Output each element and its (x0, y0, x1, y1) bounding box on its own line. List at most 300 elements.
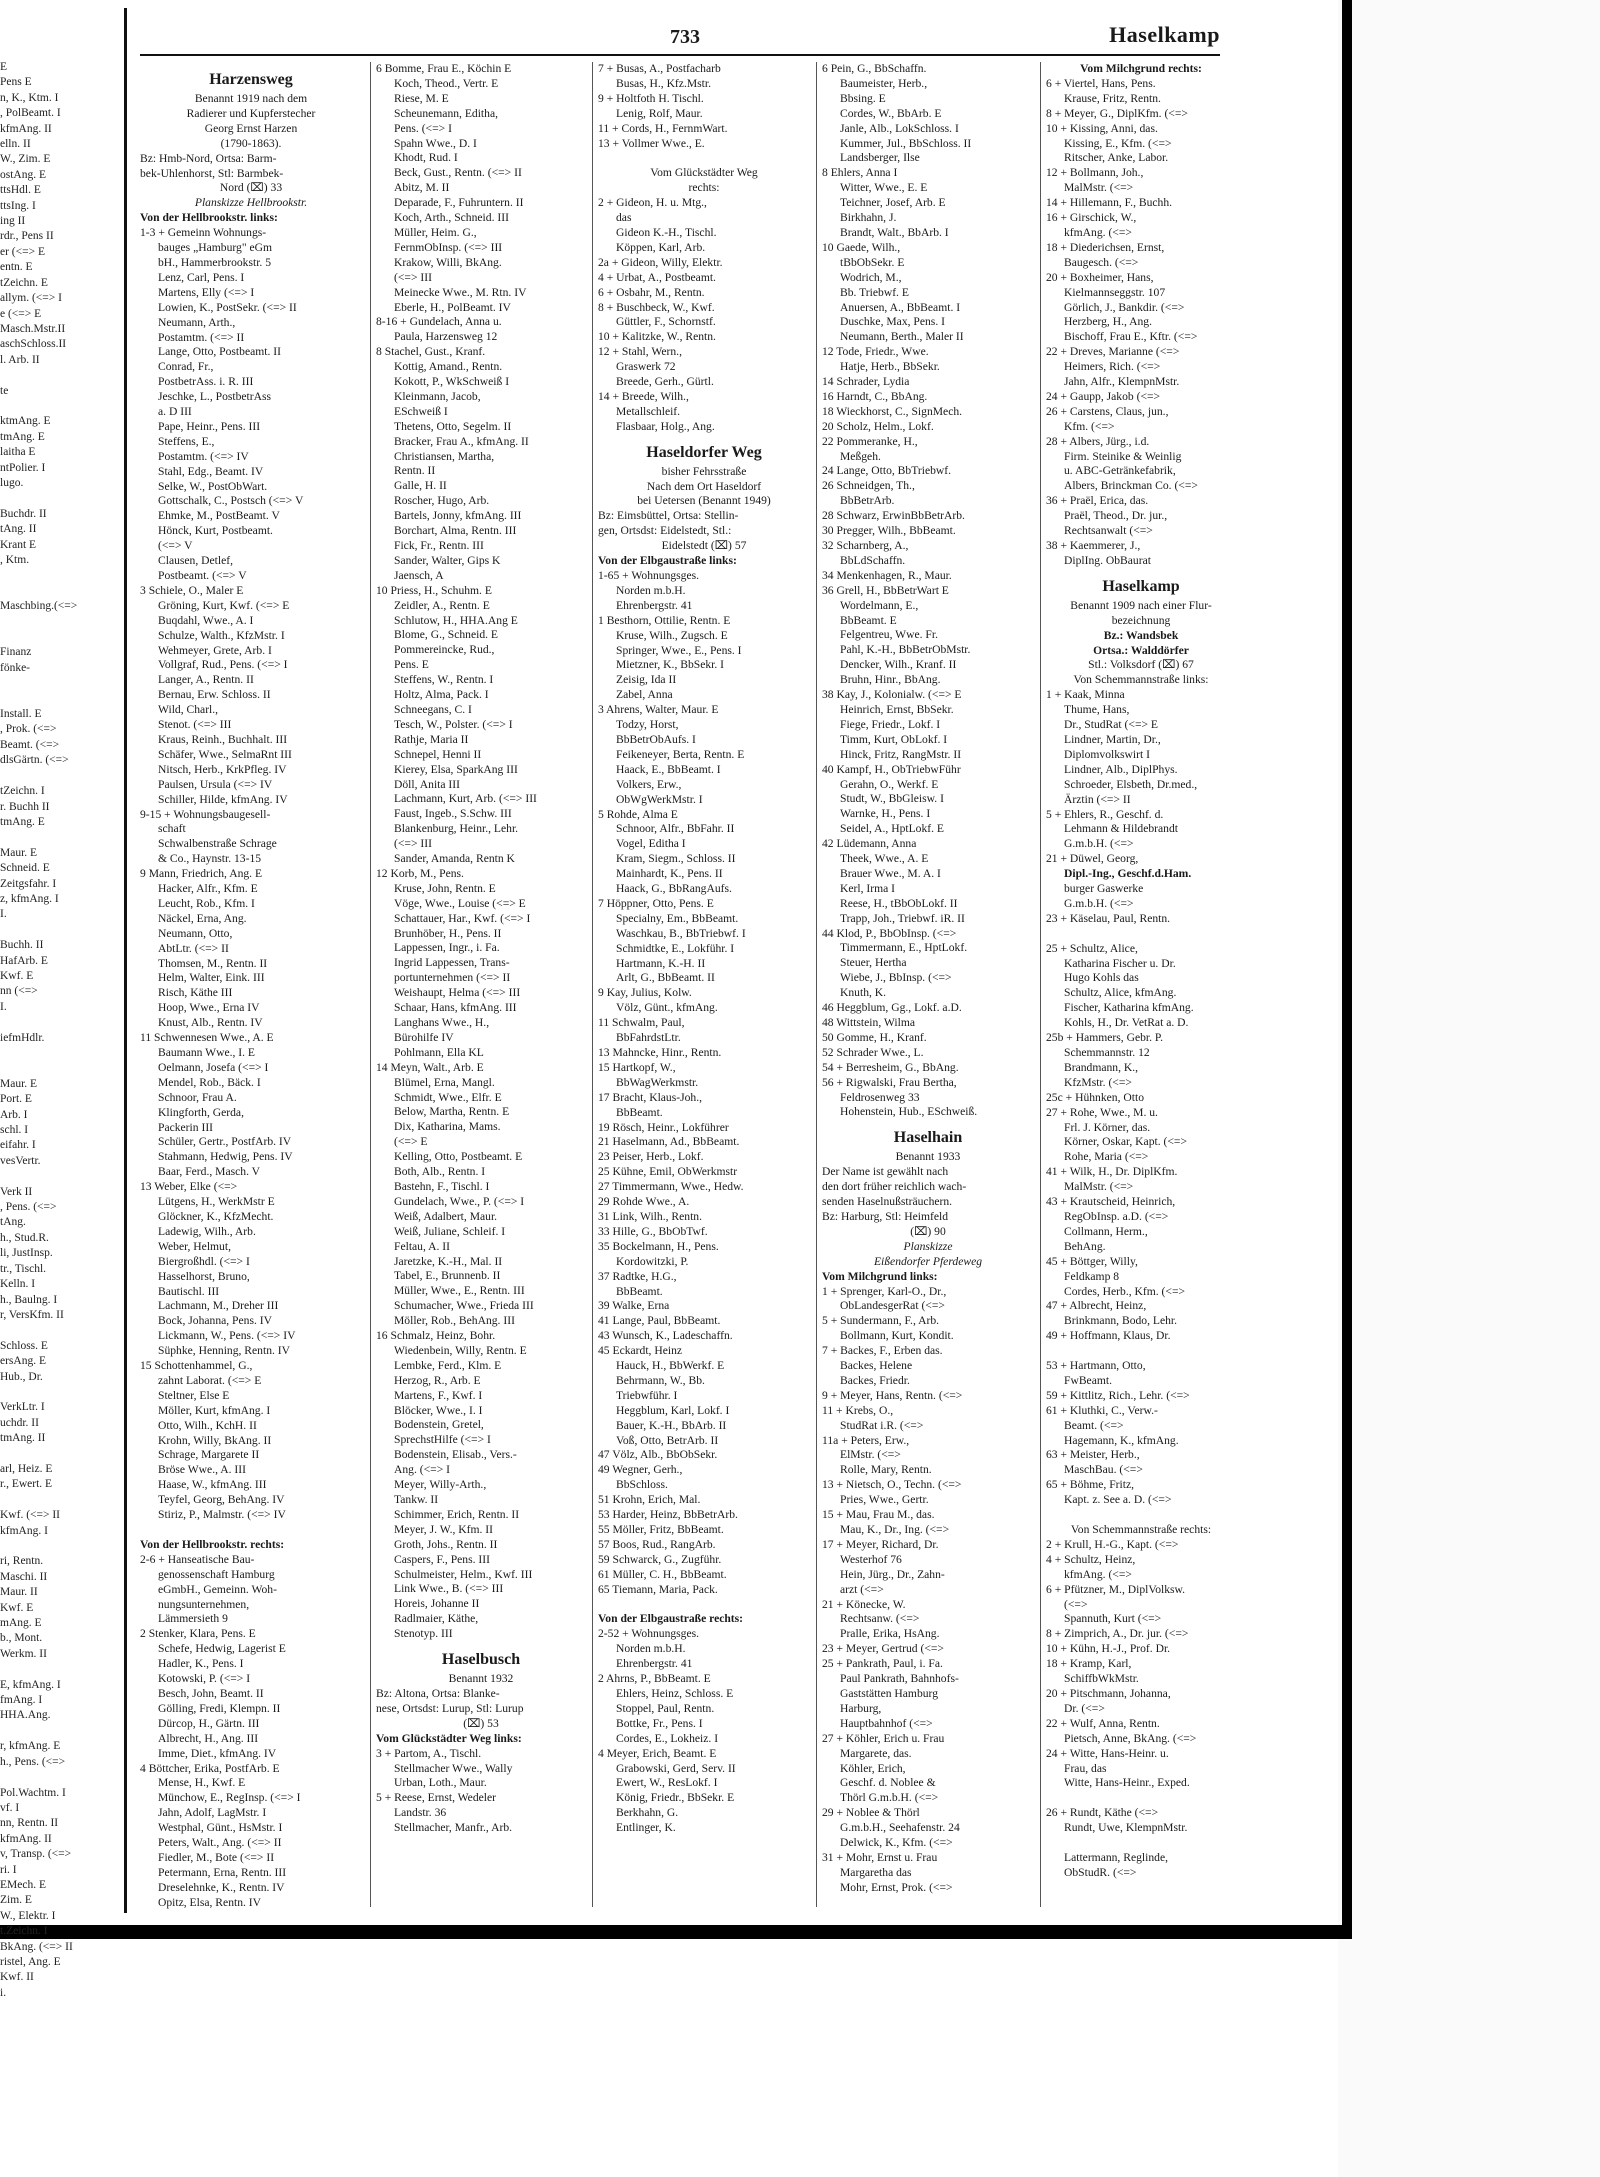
directory-entry-line: Ehrenbergstr. 41 (616, 1657, 693, 1671)
directory-entry-line: Voß, Otto, BetrArb. II (616, 1433, 719, 1447)
directory-entry-line: (1790-1863). (220, 136, 282, 150)
strip-line: Arb. I (0, 1108, 28, 1121)
page-number: 733 (670, 26, 700, 48)
directory-entry-line: Jaensch, A (394, 568, 444, 582)
directory-entry-line: Lembke, Ferd., Klm. E (394, 1358, 502, 1372)
strip-line: mAng. E (0, 1617, 42, 1630)
directory-entry-line: 51 Krohn, Erich, Mal. (598, 1493, 701, 1507)
directory-entry-line: Radierer und Kupferstecher (186, 106, 316, 120)
directory-entry-line: Lehmann & Hildebrandt (1064, 822, 1178, 836)
directory-entry-line: Schmidt, Wwe., Elfr. E (394, 1090, 502, 1104)
directory-entry-line: Benannt 1909 nach einer Flur- (1070, 598, 1212, 612)
directory-entry-line: Thörl G.m.b.H. (<=> (840, 1791, 939, 1805)
directory-entry-line: Radlmaier, Käthe, (394, 1612, 479, 1626)
directory-entry-line: 40 Kampf, H., ObTriebwFühr (822, 762, 961, 776)
strip-line: Kwf. II (0, 1971, 34, 1984)
directory-entry-line: Rechtsanwalt (<=> (1064, 524, 1153, 538)
directory-entry-line: Ladewig, Wilh., Arb. (158, 1224, 256, 1238)
strip-line: r, VersKfm. II (0, 1308, 64, 1321)
directory-entry-line: Dr., StudRat (<=> E (1064, 718, 1159, 732)
directory-entry-line: Gideon K.-H., Tischl. (616, 225, 717, 239)
page-header (140, 20, 1220, 56)
directory-entry-line: Gerahn, O., Werkf. E (840, 777, 939, 791)
directory-entry-line: Lachmann, M., Dreher III (158, 1299, 279, 1313)
directory-entry-line: Norden m.b.H. (616, 1642, 686, 1656)
directory-entry-line: Bodenstein, Elisab., Vers.- (394, 1448, 517, 1462)
directory-entry-line: Wodrich, M., (840, 270, 902, 284)
directory-entry-line: 3 Ahrens, Walter, Maur. E (598, 703, 719, 717)
directory-entry-line: Kelling, Otto, Postbeamt. E (394, 1150, 523, 1164)
directory-entry-line: Vöge, Wwe., Louise (<=> E (394, 896, 526, 910)
directory-entry-line: Martens, Elly (<=> I (158, 285, 255, 299)
strip-line: tr., Tischl. (0, 1262, 47, 1275)
directory-entry-line: 22 + Dreves, Marianne (<=> (1046, 345, 1180, 359)
directory-entry-line: Lenig, Rolf, Maur. (616, 106, 703, 120)
directory-entry-line: Jaretzke, K.-H., Mal. II (394, 1254, 503, 1268)
directory-entry-line: 8 Stachel, Gust., Kranf. (376, 345, 486, 359)
strip-line (0, 1770, 118, 1785)
street-heading: Haselhain (893, 1129, 963, 1147)
directory-entry-line: Hasselhorst, Bruno, (158, 1269, 250, 1283)
directory-entry-line: Schnepel, Henni II (394, 747, 482, 761)
strip-line: fönke- (0, 661, 31, 674)
directory-entry-line: 49 Wegner, Gerh., (598, 1463, 683, 1477)
directory-entry-line: Kissing, E., Kfm. (<=> (1064, 136, 1172, 150)
strip-line (0, 1724, 118, 1739)
directory-entry-line: (<=> E (394, 1135, 428, 1149)
directory-entry-line: 24 + Gaupp, Jakob (<=> (1046, 389, 1161, 403)
directory-entry-line: 9-15 + Wohnungsbaugesell- (140, 807, 271, 821)
directory-entry-line: Lütgens, H., WerkMstr E (158, 1195, 275, 1209)
directory-entry-line: nese, Ortsdst: Lurup, Stl: Lurup (376, 1701, 524, 1715)
directory-entry-line: 12 Korb, M., Pens. (376, 866, 464, 880)
directory-entry-line: Lowien, K., PostSekr. (<=> II (158, 300, 297, 314)
directory-entry-line: Gölling, Fredi, Klempn. II (158, 1701, 281, 1715)
directory-entry-line: Selke, W., PostObWart. (158, 479, 268, 493)
strip-line: ntPolier. I (0, 461, 46, 474)
directory-entry-line: Baugesch. (<=> (1064, 255, 1139, 269)
strip-line: Maur. II (0, 1586, 38, 1599)
directory-entry-line: Stoppel, Paul, Rentn. (616, 1701, 715, 1715)
directory-entry-line: Kottig, Amand., Rentn. (394, 360, 503, 374)
directory-entry-line: bei Uetersen (Benannt 1949) (637, 494, 771, 508)
directory-entry-line: Martens, F., Kwf. I (394, 1388, 483, 1402)
directory-entry-line: 49 + Hoffmann, Klaus, Dr. (1046, 1329, 1171, 1343)
directory-entry-line: Albers, Brinckman Co. (<=> (1064, 479, 1198, 493)
directory-entry-line: Fiedler, M., Bote (<=> II (158, 1850, 275, 1864)
directory-entry-line: Tankw. II (394, 1493, 439, 1506)
directory-entry-line: Janle, Alb., LokSchloss. I (840, 121, 959, 135)
directory-entry-line: 24 + Witte, Hans-Heinr. u. (1046, 1746, 1169, 1760)
directory-entry-line: Kraus, Reinh., Buchhalt. III (158, 732, 288, 746)
directory-entry-line: Gröning, Kurt, Kwf. (<=> E (158, 598, 290, 612)
directory-entry-line: burger Gaswerke (1064, 882, 1144, 896)
directory-entry-line: Koch, Theod., Vertr. E (394, 76, 499, 90)
strip-line: Kwf. E (0, 1601, 34, 1614)
directory-entry-line (1046, 1836, 1236, 1851)
directory-entry-line: Lappessen, Ingr., i. Fa. (394, 941, 500, 955)
directory-entry-line: Pens. (<=> I (394, 121, 452, 135)
strip-line (0, 769, 118, 784)
directory-entry-line: 26 + Carstens, Claus, jun., (1046, 404, 1169, 418)
directory-entry-line: 45 Eckardt, Heinz (598, 1344, 683, 1358)
strip-line: kfmAng. II (0, 1832, 52, 1845)
directory-entry-line: Benannt 1932 (448, 1672, 514, 1686)
running-head: Haselkamp (1109, 22, 1220, 47)
strip-line: EMech. E (0, 1878, 46, 1891)
directory-entry-line: Bz: Altona, Ortsa: Blanke- (376, 1686, 500, 1700)
directory-entry-line: Cordes, E., Lokheiz. I (616, 1731, 719, 1745)
directory-entry-line: Vollgraf, Rud., Pens. (<=> I (158, 658, 288, 672)
directory-entry-line: 6 Pein, G., BbSchaffn. (822, 62, 927, 75)
directory-entry-line: (<=> V (158, 539, 193, 553)
directory-entry-line: Näckel, Erna, Ang. (158, 911, 247, 925)
directory-entry-line: Bbsing. E (840, 91, 886, 105)
strip-line: tZeichn. E (0, 276, 48, 289)
directory-entry-line: Meyer, Willy-Arth., (394, 1478, 487, 1492)
directory-entry-line: 1-3 + Gemeinn Wohnungs- (140, 226, 267, 240)
directory-entry-line: 26 + Rundt, Käthe (<=> (1046, 1806, 1159, 1820)
directory-entry-line: Mense, H., Kwf. E (158, 1776, 246, 1790)
directory-entry-line: Bb. Triebwf. E (840, 285, 909, 299)
directory-entry-line: Paulsen, Ursula (<=> IV (158, 777, 273, 791)
directory-entry-line: 5 + Reese, Ernst, Wedeler (376, 1791, 497, 1805)
directory-entry-line: Bollmann, Kurt, Kondit. (840, 1329, 954, 1343)
directory-entry-line: G.m.b.H. (<=> (1064, 896, 1134, 910)
directory-entry-line: 11a + Peters, Erw., (822, 1433, 910, 1447)
directory-entry-line: Köppen, Karl, Arb. (616, 240, 706, 254)
directory-entry-line: Vogel, Editha I (616, 837, 686, 851)
strip-line: Finanz (0, 646, 32, 659)
directory-entry-line: Schumacher, Wwe., Frieda III (394, 1299, 534, 1313)
strip-line (0, 676, 118, 691)
directory-entry-line: Schefe, Hedwig, Lagerist E (158, 1642, 286, 1656)
directory-entry-line: 20 + Pitschmann, Johanna, (1046, 1686, 1171, 1700)
directory-entry-line: AbtLtr. (<=> II (158, 941, 229, 955)
strip-line (0, 1539, 118, 1554)
directory-entry-line: Urban, Loth., Maur. (394, 1776, 487, 1790)
directory-entry-line: 18 + Kramp, Karl, (1046, 1657, 1132, 1671)
directory-entry-line: Praël, Theod., Dr. jur., (1064, 509, 1168, 523)
street-heading: Harzensweg (209, 71, 293, 88)
directory-entry-line: ObStudR. (<=> (1064, 1865, 1137, 1879)
column-divider (592, 62, 593, 1907)
directory-entry-line: 16 Schmalz, Heinz, Bohr. (376, 1329, 496, 1343)
column-divider (816, 62, 817, 1907)
directory-entry-line: Bracker, Frau A., kfmAng. II (394, 434, 529, 448)
directory-entry-line: portunternehmen (<=> II (394, 971, 511, 985)
directory-entry-line: Vom Milchgrund rechts: (1080, 62, 1202, 75)
directory-entry-line: Langer, A., Rentn. II (158, 673, 254, 687)
directory-column-4 (822, 62, 1034, 1912)
strip-line: Kwf. E (0, 969, 34, 982)
directory-entry-line (598, 1598, 810, 1613)
directory-entry-line: bek-Uhlenhorst, Stl: Barmbek- (140, 166, 284, 180)
strip-line: BkAng. (<=> II (0, 1940, 73, 1953)
strip-line (0, 568, 118, 583)
directory-entry-line: Margaretha das (840, 1865, 912, 1879)
directory-entry-line: 59 Schwarck, G., Zugführ. (598, 1552, 722, 1566)
directory-entry-line: 34 Menkenhagen, R., Maur. (822, 568, 952, 582)
directory-entry-line: (<=> III (394, 837, 432, 851)
column-divider (1040, 62, 1041, 1907)
directory-entry-line: Nitsch, Herb., KrkPfleg. IV (158, 762, 287, 776)
directory-entry-line: Paul Pankrath, Bahnhofs- (840, 1672, 959, 1686)
directory-entry-line: DiplIng. ObBaurat (1064, 553, 1151, 567)
directory-entry-line: Imme, Diet., kfmAng. IV (158, 1746, 277, 1760)
directory-entry-line: 2 + Krull, H.-G., Kapt. (<=> (1046, 1537, 1179, 1551)
directory-entry-line: Gaststätten Hamburg (840, 1686, 938, 1700)
directory-entry-line (1046, 1791, 1236, 1806)
directory-entry-line: 25 + Schultz, Alice, (1046, 941, 1138, 955)
directory-entry-line: Müller, Heim. G., (394, 225, 477, 239)
directory-entry-line: Kerl, Irma I (840, 881, 896, 895)
directory-entry-line: Nord (⌧) 33 (219, 181, 283, 195)
directory-entry-line: Knuth, K. (840, 986, 887, 1000)
directory-entry-line: Schnoor, Frau A. (158, 1090, 237, 1104)
directory-entry-line: das (616, 211, 632, 225)
directory-entry-line: Dreselehnke, K., Rentn. IV (158, 1880, 285, 1894)
directory-entry-line: Jeschke, L., PostbetrAss (158, 390, 272, 404)
directory-entry-line: Planskizze Hellbrookstr. (194, 196, 308, 210)
directory-entry-line: Baar, Ferd., Masch. V (158, 1165, 261, 1179)
directory-entry-line: 36 Grell, H., BbBetrWart E (822, 583, 949, 597)
directory-entry-line: Paula, Harzensweg 12 (394, 330, 498, 344)
directory-entry-line: Bz: Harburg, Stl: Heimfeld (822, 1209, 949, 1223)
directory-entry-line: 15 + Mau, Frau M., das. (822, 1508, 935, 1522)
directory-entry-line: Teyfel, Georg, BehAng. IV (158, 1493, 285, 1507)
strip-line: E (0, 61, 8, 73)
directory-entry-line: Biergroßhdl. (<=> I (158, 1254, 250, 1268)
directory-entry-line: 5 Rohde, Alma E (598, 807, 678, 821)
directory-entry-line: Steltner, Else E (158, 1388, 230, 1402)
directory-entry-line: Bodenstein, Gretel, (394, 1418, 484, 1432)
strip-line: l. Arb. II (0, 353, 40, 366)
strip-line: nn (<=> (0, 985, 38, 998)
directory-entry-line: Conrad, Fr., (158, 360, 214, 374)
directory-entry-line: Bauer, K.-H., BbArb. II (616, 1418, 727, 1432)
directory-entry-line: 1 + Kaak, Minna (1046, 688, 1125, 702)
directory-entry-line: 23 Peiser, Herb., Lokf. (598, 1150, 704, 1164)
directory-entry-line: Tabel, E., Brunnenb. II (394, 1269, 501, 1283)
directory-entry-line: Stellmacher, Manfr., Arb. (394, 1821, 513, 1835)
directory-entry-line: Von der Elbgaustraße links: (598, 554, 737, 568)
directory-entry-line: (<=> III (394, 270, 432, 284)
directory-entry-line: Pralle, Erika, HsAng. (840, 1627, 940, 1641)
strip-line: ristel, Ang. E (0, 1955, 61, 1968)
directory-entry-line: 11 + Krebs, O., (822, 1403, 894, 1417)
strip-line: Verk II (0, 1185, 33, 1198)
directory-entry-line: Breede, Gerh., Gürtl. (616, 375, 714, 389)
directory-entry-line: Scheunemann, Editha, (394, 106, 498, 120)
directory-entry-line: 21 Haselmann, Ad., BbBeamt. (598, 1135, 740, 1149)
directory-entry-line: bezeichnung (1111, 613, 1171, 627)
directory-entry-line: MalMstr. (<=> (1064, 181, 1134, 195)
directory-entry-line: Kohls, H., Dr. VetRat a. D. (1064, 1016, 1189, 1030)
directory-entry-line: a. D III (158, 405, 192, 419)
directory-entry-line: BbBetrObAufs. I (616, 732, 696, 746)
directory-entry-line: Pens. E (394, 658, 429, 672)
directory-entry-line: Brandt, Walt., BbArb. I (840, 225, 949, 239)
directory-entry-line: 19 Rösch, Heinr., Lokführer (598, 1120, 729, 1134)
directory-entry-line: Clausen, Detlef, (158, 554, 234, 568)
directory-entry-line: Stahmann, Hedwig, Pens. IV (158, 1150, 293, 1164)
directory-entry-line: 3 + Partom, A., Tischl. (376, 1746, 482, 1760)
directory-entry-line: Birkhahn, J. (840, 211, 897, 225)
directory-entry-line: Blümel, Erna, Mangl. (394, 1075, 495, 1089)
directory-entry-line: SprechstHilfe (<=> I (394, 1433, 491, 1447)
directory-entry-line: Leucht, Rob., Kfm. I (158, 896, 255, 910)
directory-entry-line: eGmbH., Gemeinn. Woh- (158, 1582, 277, 1596)
directory-entry-line: Brandmann, K., (1064, 1060, 1139, 1074)
directory-entry-line: Stellmacher Wwe., Wally (394, 1761, 513, 1775)
strip-line: allym. (<=> I (0, 292, 62, 305)
directory-entry-line: 18 Wieckhorst, C., SignMech. (822, 404, 963, 418)
directory-entry-line: Hinck, Fritz, RangMstr. II (840, 747, 962, 761)
directory-entry-line: Roscher, Hugo, Arb. (394, 494, 490, 508)
directory-entry-line: Postamtm. (<=> II (158, 330, 245, 344)
directory-entry-line: Warnke, H., Pens. I (840, 807, 931, 821)
directory-entry-line: Brinkmann, Bodo, Lehr. (1064, 1314, 1178, 1328)
directory-entry-line: Backes, Helene (840, 1359, 913, 1373)
directory-entry-line: Schwalbenstraße Schrage (158, 837, 277, 851)
directory-entry-line: Arlt, G., BbBeamt. II (616, 971, 715, 985)
directory-entry-line: Nach dem Ort Haseldorf (646, 479, 762, 493)
strip-line: ri. I (0, 1863, 17, 1876)
directory-entry-line: Von der Hellbrookstr. links: (140, 211, 278, 225)
directory-entry-line (1046, 1508, 1236, 1523)
directory-entry-line: Döll, Anita III (394, 777, 461, 791)
directory-entry-line: Pape, Heinr., Pens. III (158, 419, 261, 433)
directory-entry-line: Pahl, K.-H., BbBetrObMstr. (840, 643, 971, 657)
strip-line: entn. E (0, 261, 33, 274)
directory-entry-line: Jahn, Adolf, LagMstr. I (158, 1806, 267, 1820)
directory-entry-line: Ingrid Lappessen, Trans- (394, 956, 510, 970)
directory-entry-line: Khodt, Rud. I (394, 151, 458, 165)
directory-entry-line: Lindner, Martin, Dr., (1064, 732, 1161, 746)
directory-entry-line: 3 Schiele, O., Maler E (140, 583, 244, 597)
directory-entry-line: 8 + Zimprich, A., Dr. jur. (<=> (1046, 1627, 1189, 1641)
directory-entry-line: 7 + Busas, A., Postfacharb (598, 62, 721, 75)
directory-entry-line: Krause, Fritz, Rentn. (1064, 91, 1161, 105)
directory-entry-line: Kokott, P., WkSchweiß I (394, 375, 510, 389)
directory-entry-line: 29 Rohde Wwe., A. (598, 1195, 690, 1209)
directory-entry-line: Feldkamp 8 (1064, 1269, 1120, 1283)
directory-entry-line: 61 + Kluthki, C., Verw.- (1046, 1403, 1158, 1417)
directory-entry-line: 2-6 + Hanseatische Bau- (140, 1552, 255, 1566)
directory-entry-line: Borchart, Alma, Rentn. III (394, 524, 517, 538)
directory-entry-line: Peters, Walt., Ang. (<=> II (158, 1836, 282, 1850)
directory-entry-line: ESchweiß I (394, 404, 448, 418)
directory-entry-line: 4 + Urbat, A., Postbeamt. (598, 270, 716, 284)
directory-entry-line: 32 Scharnberg, A., (822, 539, 909, 552)
directory-entry-line: Schrage, Margarete II (158, 1448, 260, 1462)
directory-entry-line: Schäfer, Wwe., SelmaRnt III (158, 747, 292, 761)
strip-line: ktmAng. E (0, 415, 51, 428)
directory-entry-line: 14 + Hillemann, F., Buchh. (1046, 196, 1173, 210)
directory-entry-line: Krakow, Willi, BkAng. (394, 255, 502, 269)
strip-line: Masch.Mstr.II (0, 322, 66, 335)
directory-entry-line: Wiebe, J., BbInsp. (<=> (840, 971, 952, 985)
directory-entry-line: Schneegans, C. I (394, 702, 472, 716)
directory-entry-line: rechts: (688, 181, 720, 195)
directory-entry-line: Körner, Oskar, Kapt. (<=> (1064, 1135, 1187, 1149)
directory-entry-line: Bröse Wwe., A. III (158, 1463, 247, 1477)
directory-entry-line: Schultz, Alice, kfmAng. (1064, 986, 1177, 1000)
directory-entry-line: tBbObSekr. E (840, 255, 905, 269)
directory-entry-line: 4 Meyer, Erich, Beamt. E (598, 1746, 717, 1760)
directory-entry-line: 17 + Meyer, Richard, Dr. (822, 1537, 939, 1551)
directory-entry-line: 43 Wunsch, K., Ladeschaffn. (598, 1329, 733, 1343)
directory-entry-line: Lattermann, Reglinde, (1064, 1850, 1168, 1864)
directory-entry-line: Dipl.-Ing., Geschf.d.Ham. (1064, 867, 1192, 881)
directory-entry-line: Stenot. (<=> III (158, 718, 232, 732)
directory-entry-line: SchiffbWkMstr. (1064, 1672, 1139, 1686)
strip-line: schl. I (0, 1124, 29, 1137)
strip-line (0, 1662, 118, 1677)
directory-entry-line: Hoop, Wwe., Erna IV (158, 1001, 260, 1015)
directory-entry-line: 10 + Kühn, H.-J., Prof. Dr. (1046, 1642, 1171, 1656)
directory-entry-line: Buqdahl, Wwe., A. I (158, 613, 254, 627)
directory-entry-line: Möller, Kurt, kfmAng. I (158, 1403, 271, 1417)
directory-entry-line: Diplomvolkswirt I (1064, 747, 1150, 761)
directory-entry-line: Riese, M. E (394, 91, 449, 105)
directory-entry-line: Schiller, Hilde, kfmAng. IV (158, 792, 288, 806)
strip-line: Hub., Dr. (0, 1370, 43, 1383)
directory-entry-line: Koch, Arth., Schneid. III (394, 211, 509, 225)
directory-entry-line: 1 + Sprenger, Karl-O., Dr., (822, 1284, 947, 1298)
directory-entry-line: Link Wwe., B. (<=> III (394, 1582, 504, 1596)
directory-entry-line: 59 + Kittlitz, Rich., Lehr. (<=> (1046, 1388, 1190, 1402)
directory-entry-line: Herzberg, H., Ang. (1064, 315, 1153, 329)
directory-entry-line: 1-65 + Wohnungsges. (598, 569, 700, 582)
directory-entry-line: Möller, Rob., BehAng. III (394, 1314, 515, 1328)
directory-entry-line: Bischoff, Frau E., Kftr. (<=> (1064, 330, 1198, 344)
scan-border-bottom (0, 1925, 1352, 1939)
strip-line: W., Zim. E (0, 153, 51, 166)
directory-entry-line: Güttler, F., Schornstf. (616, 315, 716, 329)
strip-line: Maschi. II (0, 1570, 48, 1583)
strip-line (0, 1447, 118, 1462)
strip-line: lugo. (0, 476, 24, 489)
directory-entry-line: kfmAng. (<=> (1064, 1567, 1132, 1581)
strip-line: ostAng. E (0, 168, 46, 181)
directory-entry-line: Dr. (<=> (1064, 1701, 1105, 1715)
strip-line: Zeitgsfahr. I (0, 877, 57, 890)
directory-entry-line: 54 + Berresheim, G., BbAng. (822, 1060, 959, 1074)
strip-line: Port. E (0, 1093, 32, 1106)
scan-margin (1338, 0, 1600, 2177)
directory-entry-line: Geschf. d. Noblee & (840, 1776, 936, 1790)
directory-entry-line: Dürcop, H., Gärtn. III (158, 1716, 260, 1730)
strip-line (0, 584, 118, 599)
directory-entry-line: 1 Besthorn, Ottilie, Rentn. E (598, 613, 731, 627)
directory-entry-line: Pries, Wwe., Gertr. (840, 1493, 929, 1507)
strip-line: ri, Rentn. (0, 1555, 44, 1568)
directory-entry-line: Zeisig, Ida II (616, 673, 677, 687)
directory-entry-line: Kierey, Elsa, SparkAng III (394, 762, 518, 776)
directory-entry-line: 20 Scholz, Helm., Lokf. (822, 419, 934, 433)
directory-entry-line: Lickmann, W., Pens. (<=> IV (158, 1329, 296, 1343)
directory-entry-line: 14 Schrader, Lydia (822, 375, 910, 389)
directory-entry-line: 53 Harder, Heinz, BbBetrArb. (598, 1508, 738, 1522)
directory-entry-line: 6 + Viertel, Hans, Pens. (1046, 76, 1156, 90)
directory-entry-line: 44 Klod, P., BbObInsp. (<=> (822, 926, 957, 940)
directory-entry-line: 42 Lüdemann, Anna (822, 837, 917, 851)
directory-entry-line: Eberle, H., PolBeamt. IV (394, 300, 511, 314)
strip-line: aschSchloss.II (0, 338, 67, 351)
directory-entry-line: 4 Böttcher, Erika, PostfArb. E (140, 1761, 280, 1775)
